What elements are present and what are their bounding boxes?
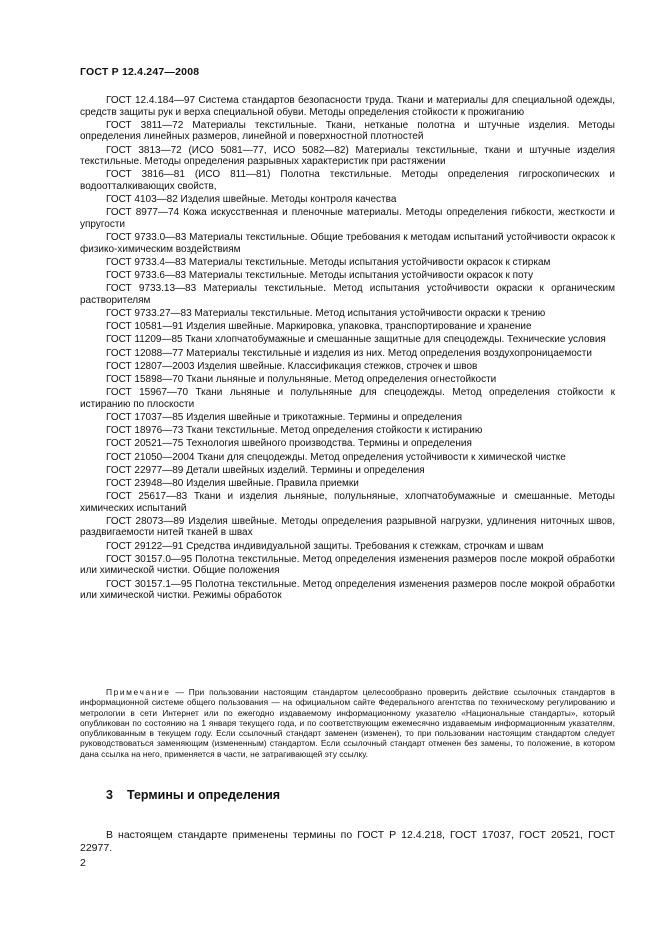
note-block: [80, 687, 615, 759]
reference-item: ГОСТ 29122—91 Средства индивидуальной защиты. Требования к стежкам, строчкам и швам: [106, 540, 544, 552]
reference-item: ГОСТ 17037—85 Изделия швейные и трикотажные. Термины и определения: [106, 411, 463, 423]
reference-item: ГОСТ 28073—89 Изделия швейные. Методы определения разрывной нагрузки, удлинения ниточных швов, раздвигаемости нитей тканей в швах: [80, 515, 615, 539]
reference-item: ГОСТ 3813—72 (ИСО 5081—77, ИСО 5082—82) Материалы текстильные, ткани и штучные изделия текстильные. Методы определения разрывных характеристик при растяжении: [80, 144, 615, 168]
reference-item: ГОСТ 15967—70 Ткани льняные и полульняные для спецодежды. Метод определения стойкости к истиранию по плоскости: [80, 387, 615, 410]
section-number: 3: [106, 788, 113, 802]
reference-item: ГОСТ 3816—81 (ИСО 811—81) Полотна текстильные. Методы определения гигроскопических и водоотталкивающих свойств,: [80, 169, 615, 192]
reference-item: ГОСТ 21050—2004 Ткани для спецодежды. Метод определения устойчивости к химической чистке: [106, 451, 566, 463]
section-heading: [106, 788, 280, 802]
note-label: Примечание: [106, 687, 171, 697]
reference-item: ГОСТ 9733.0—83 Материалы текстильные. Общие требования к методам испытаний устойчивости окрасок к физико-химическим воздействиям: [80, 232, 615, 255]
reference-item: ГОСТ 12.4.184—97 Система стандартов безопасности труда. Ткани и материалы для специальной одежды, средств защиты рук и верха специальной обуви. Методы определения стойкости к прожиганию: [80, 95, 615, 118]
reference-item: ГОСТ 9733.6—83 Материалы текстильные. Методы испытания устойчивости окрасок к поту: [106, 270, 534, 282]
document-header: ГОСТ Р 12.4.247—2008: [80, 66, 200, 78]
reference-item: ГОСТ 23948—80 Изделия швейные. Правила приемки: [106, 477, 359, 489]
reference-item: ГОСТ 9733.13—83 Материалы текстильные. Метод испытания устойчивости окраски к органическим растворителям: [80, 283, 615, 306]
reference-item: ГОСТ 12088—77 Материалы текстильные и изделия из них. Метод определения воздухопроницаемости: [106, 347, 592, 359]
reference-item: ГОСТ 10581—91 Изделия швейные. Маркировка, упаковка, транспортирование и хранение: [106, 321, 532, 333]
page-number: 2: [80, 857, 86, 869]
normative-references-list: [80, 95, 615, 603]
reference-item: ГОСТ 3811—72 Материалы текстильные. Ткани, нетканые полотна и штучные изделия. Методы определения линейных размеров, линейной и поверхностной плотностей: [80, 119, 615, 143]
note-text: — При пользовании настоящим стандартом целесообразно проверить действие ссылочных стандартов в информационной системе общего пользования — на официальном сайте Федерального агентства по техническому регулированию и метрологии в сети Интернет или по ежегодно издаваемому информационному указателю «Национальные стандарты», который опубликован по состоянию на 1 января текущего года, и по соответствующим ежемесячно издаваемым информационным указателям, опубликованным в текущем году. Если ссылочный стандарт заменен (изменен), то при пользовании настоящим стандартом следует руководствоваться заменяющим (измененным) стандартом. Если ссылочный стандарт отменен без замены, то положение, в котором дана ссылка на него, применяется в части, не затрагивающей эту ссылку.: [80, 687, 615, 759]
reference-item: ГОСТ 9733.4—83 Материалы текстильные. Методы испытания устойчивости окрасок к стиркам: [106, 256, 551, 268]
reference-item: ГОСТ 8977—74 Кожа искусственная и пленочные материалы. Методы определения гибкости, жесткости и упругости: [80, 207, 615, 230]
reference-item: ГОСТ 15898—70 Ткани льняные и полульняные. Метод определения огнестойкости: [106, 373, 497, 385]
reference-item: ГОСТ 25617—83 Ткани и изделия льняные, полульняные, хлопчатобумажные и смешанные. Методы химических испытаний: [80, 491, 615, 514]
reference-item: ГОСТ 9733.27—83 Материалы текстильные. Метод испытания устойчивости окраски к трению: [106, 308, 546, 320]
reference-item: ГОСТ 30157.1—95 Полотна текстильные. Метод определения изменения размеров после мокрой обработки или химической чистки. Режимы обработок: [80, 578, 615, 602]
section-paragraph: В настоящем стандарте применены термины по ГОСТ Р 12.4.218, ГОСТ 17037, ГОСТ 20521, ГОСТ 22977.: [80, 828, 615, 854]
reference-item: ГОСТ 4103—82 Изделия швейные. Методы контроля качества: [106, 194, 397, 206]
reference-item: ГОСТ 11209—85 Ткани хлопчатобумажные и смешанные защитные для спецодежды. Технические условия: [106, 334, 606, 346]
reference-item: ГОСТ 22977—89 Детали швейных изделий. Термины и определения: [106, 464, 425, 476]
reference-item: ГОСТ 12807—2003 Изделия швейные. Классификация стежков, строчек и швов: [106, 360, 478, 372]
reference-item: ГОСТ 30157.0—95 Полотна текстильные. Метод определения изменения размеров после мокрой обработки или химической чистки. Общие положения: [80, 553, 615, 577]
reference-item: ГОСТ 20521—75 Технология швейного производства. Термины и определения: [106, 438, 472, 450]
reference-item: ГОСТ 18976—73 Ткани текстильные. Метод определения стойкости к истиранию: [106, 425, 483, 437]
section-title: Термины и определения: [126, 788, 281, 802]
